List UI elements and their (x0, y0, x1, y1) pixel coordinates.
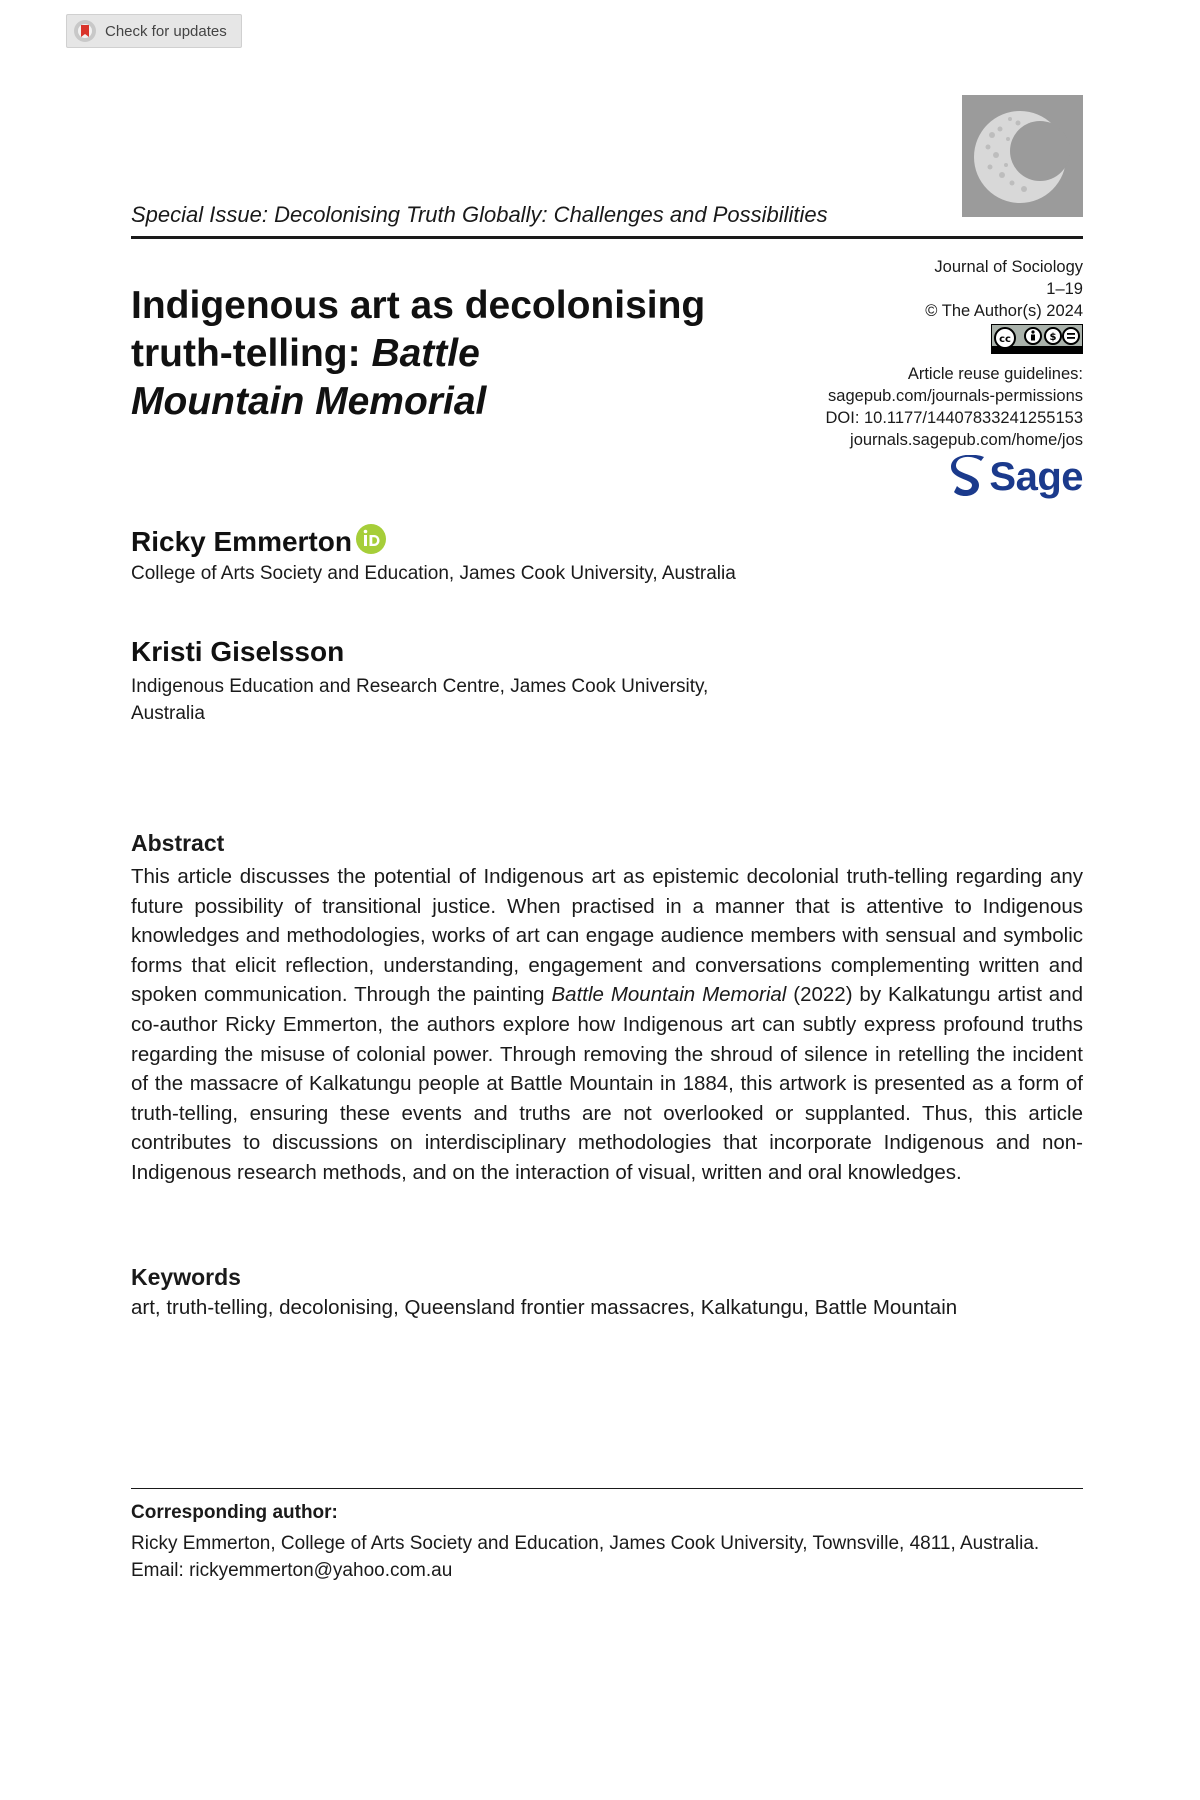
author-1-affiliation: College of Arts Society and Education, James Cook University, Australia (131, 563, 736, 584)
header-rule (131, 236, 1083, 239)
journal-homepage-link[interactable]: journals.sagepub.com/home/jos (850, 431, 1083, 449)
title-line-2: truth-telling: (131, 332, 372, 375)
special-issue-header: Special Issue: Decolonising Truth Globally: Challenges and Possibilities (131, 202, 828, 227)
corresponding-author-details (131, 1530, 1083, 1584)
copyright: © The Author(s) 2024 (925, 302, 1083, 320)
keywords-heading: Keywords (131, 1264, 241, 1290)
author-1-name (131, 524, 386, 561)
article-title (131, 282, 771, 426)
sage-logo-icon (951, 455, 985, 499)
article-meta (720, 256, 1083, 505)
keywords-list: art, truth-telling, decolonising, Queensland frontier massacres, Kalkatungu, Battle Mountain (131, 1296, 958, 1319)
footnote-rule (131, 1488, 1083, 1489)
abstract-part-2: (2022) by Kalkatungu artist and co-author Ricky Emmerton, the authors explore how Indigenous art can subtly express profound truths regarding the misuse of colonial power. Through removing the shroud of silence in retelling the incident of the massacre of Kalkatungu people at Battle Mountain in 1884, this artwork is presented as a form of truth-telling, ensuring these events and truths are not overlooked or supplanted. Thus, this article contributes to discussions on interdisciplinary methodologies that incorporate Indigenous and non-Indigenous research methods, and on the interaction of visual, written and oral knowledges. (131, 983, 1084, 1184)
author-2-affiliation-line-1: Indigenous Education and Research Centre, James Cook University, (131, 676, 709, 697)
doi[interactable]: DOI: 10.1177/14407833241255153 (825, 409, 1083, 427)
svg-text:$: $ (1049, 332, 1057, 343)
check-for-updates-button[interactable] (66, 14, 242, 48)
crossmark-icon (73, 19, 97, 43)
page-range: 1–19 (1046, 280, 1083, 298)
author-1-name-text: Ricky Emmerton (131, 526, 352, 557)
title-line-1: Indigenous art as decolonising (131, 284, 706, 327)
abstract-italic-title: Battle Mountain Memorial (551, 983, 787, 1007)
corresponding-author-email[interactable]: Email: rickyemmerton@yahoo.com.au (131, 1560, 453, 1581)
journal-cover-image (962, 95, 1083, 217)
svg-text:cc: cc (999, 334, 1011, 345)
orcid-icon[interactable] (356, 524, 386, 561)
corresponding-author-address: Ricky Emmerton, College of Arts Society and Education, James Cook University, Townsville, 4811, Australia. (131, 1533, 1040, 1554)
corresponding-author-heading: Corresponding author: (131, 1502, 338, 1523)
check-for-updates-label: Check for updates (105, 22, 227, 40)
cc-by-nc-nd-icon (991, 324, 1083, 354)
title-line-3-italic: Mountain Memorial (131, 380, 487, 423)
sage-logo (951, 455, 1083, 499)
abstract-heading: Abstract (131, 830, 225, 856)
abstract-part-1: This article discusses the potential of Indigenous art as epistemic decolonial truth-telling regarding any future possibility of transitional justice. When practised in a manner that is attentive to Indigenous knowledges and methodologies, works of art can engage audience members with sensual and symbolic forms that elicit reflection, understanding, engagement and conversations complementing written and spoken communication. Through the painting (131, 865, 1083, 1007)
author-2-name: Kristi Giselsson (131, 636, 345, 667)
abstract-text (131, 862, 1083, 1188)
title-line-2-italic: Battle (371, 332, 480, 375)
reuse-label: Article reuse guidelines: (907, 365, 1083, 383)
permissions-link[interactable]: sagepub.com/journals-permissions (828, 387, 1083, 405)
author-2-affiliation (131, 673, 708, 727)
sage-wordmark: Sage (989, 455, 1083, 499)
author-2-affiliation-line-2: Australia (131, 703, 205, 724)
journal-name: Journal of Sociology (934, 258, 1083, 276)
